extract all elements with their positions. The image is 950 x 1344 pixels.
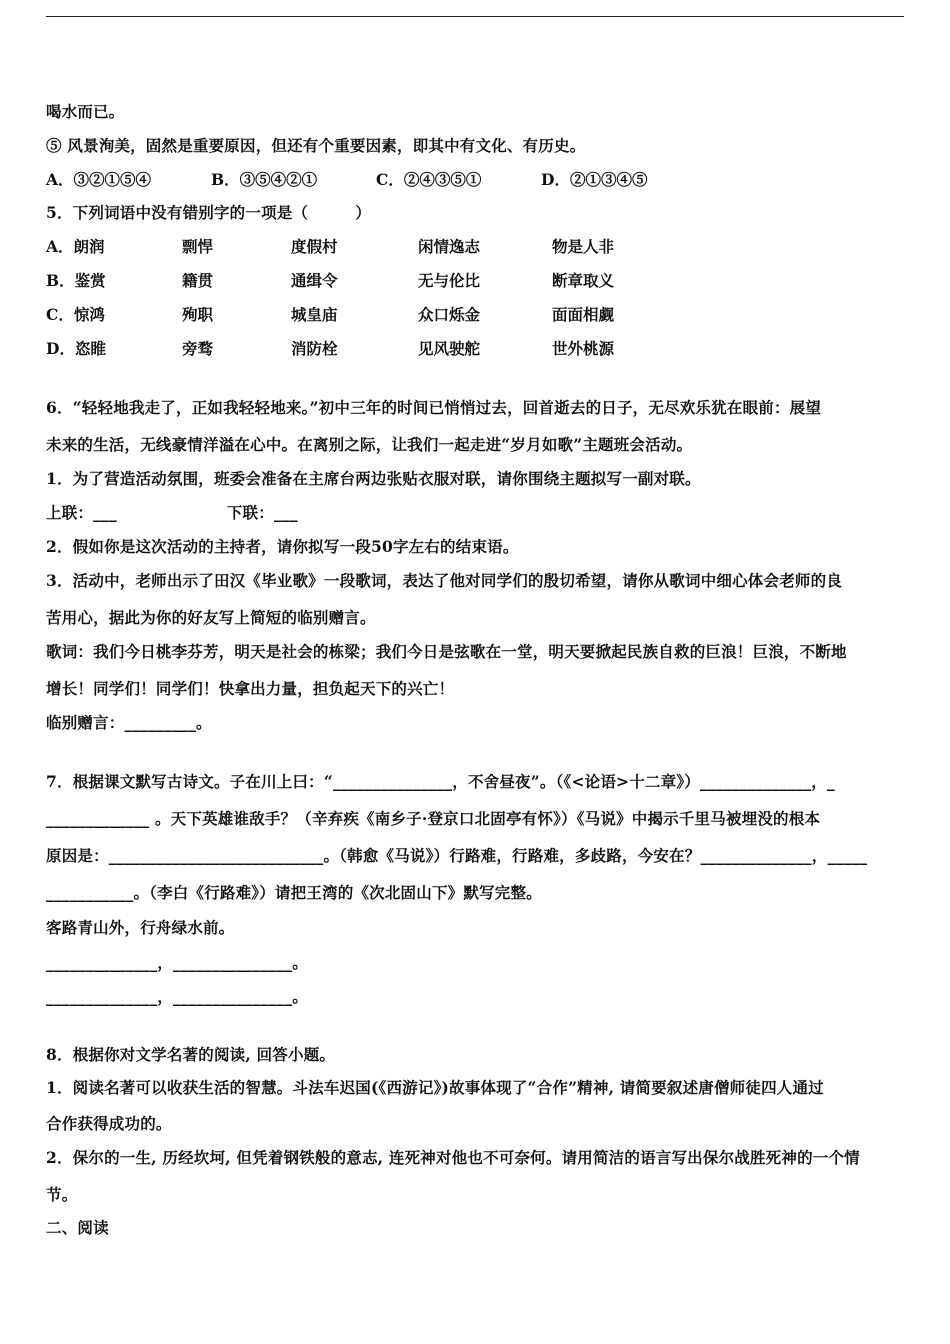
q7-line: ___________。（李白《行路难》）请把王湾的《次北固山下》默写完整。 [46, 883, 542, 902]
q5-word: 消防栓 [291, 339, 338, 358]
q5-stem: 5．下列词语中没有错别字的一项是（ ） [46, 203, 371, 222]
q4-option-b: B．③⑤④②① [211, 170, 318, 189]
q7-line: _____________ 。天下英雄谁敌手？（辛弃疾《南乡子·登京口北固亭有怀》）《马说》中揭示千里马被埋没的根本 [46, 809, 821, 828]
q5-word: 籍贯 [182, 271, 214, 290]
q5-word: 度假村 [291, 237, 338, 256]
q5-word: 通缉令 [291, 271, 338, 290]
q6-line: 2．假如你是这次活动的主持者，请你拟写一段50字左右的结束语。 [46, 537, 519, 556]
q5-word: 见风驶舵 [418, 339, 481, 358]
q6-line: 3．活动中，老师出示了田汉《毕业歌》一段歌词，表达了他对同学们的殷切希望，请你从歌词中细心体会老师的良 [46, 571, 842, 590]
q6-lyrics-line: 歌词：我们今日桃李芬芳，明天是社会的栋梁；我们今日是弦歌在一堂，明天要掀起民族自救的巨浪！巨浪，不断地 [46, 642, 847, 661]
q5-word: 城皇庙 [291, 305, 338, 324]
q5-word: 世外桃源 [552, 339, 615, 358]
q5-word: 旁骛 [182, 339, 214, 358]
q6-line: 苦用心，据此为你的好友写上简短的临别赠言。 [46, 608, 376, 627]
q4-text-line: 喝水而已。 [46, 102, 125, 121]
header-rule [46, 16, 904, 17]
q4-option-c: C．②④③⑤① [376, 170, 482, 189]
q8-stem: 8．根据你对文学名著的阅读, 回答小题。 [46, 1045, 336, 1064]
q5-word: 面面相觑 [552, 305, 615, 324]
q4-option-d: D．②①③④⑤ [541, 170, 648, 189]
q5-option-label: B．鉴赏 [46, 271, 106, 290]
q5-word: 殉职 [182, 305, 214, 324]
q8-line: 合作获得成功的。 [46, 1114, 172, 1133]
q5-word: 物是人非 [552, 237, 615, 256]
q6-couplet-answer-line: 上联：___ 下联：___ [46, 503, 298, 522]
q5-option-label: C．惊鸿 [46, 305, 105, 324]
q5-word: 断章取义 [552, 271, 615, 290]
q6-lyrics-line: 增长！同学们！同学们！快拿出力量，担负起天下的兴亡！ [46, 679, 455, 698]
q6-line: 6．“轻轻地我走了，正如我轻轻地来。”初中三年的时间已悄悄过去，回首逝去的日子，无尽欢乐犹在眼前：展望 [46, 398, 822, 417]
q5-option-label: A．朗润 [46, 237, 105, 256]
q8-line: 2．保尔的一生, 历经坎坷, 但凭着钢铁般的意志, 连死神对他也不可奈何。请用简洁的语言写出保尔战胜死神的一个情 [46, 1148, 860, 1167]
q7-line: 原因是：___________________________。（韩愈《马说》）行路难，行路难，多歧路，今安在？______________，_____ [46, 846, 868, 865]
q6-farewell-answer-line: 临别赠言：_________。 [46, 713, 212, 732]
q7-blank-line: ______________，_______________。 [46, 953, 308, 972]
q8-line: 1．阅读名著可以收获生活的智慧。斗法车迟国(《西游记》)故事体现了“合作”精神, 请简要叙述唐僧师徒四人通过 [46, 1078, 824, 1097]
section-heading: 二、阅读 [46, 1218, 109, 1237]
q5-word: 众口烁金 [418, 305, 481, 324]
q5-word: 闲情逸志 [418, 237, 481, 256]
q5-option-label: D．恣睢 [46, 339, 106, 358]
q8-line: 节。 [46, 1185, 78, 1204]
q5-option-row-a [46, 237, 906, 257]
q5-word: 无与伦比 [418, 271, 481, 290]
q6-line: 未来的生活，无线豪情洋溢在心中。在离别之际，让我们一起走进“岁月如歌”主题班会活动。 [46, 435, 693, 454]
q7-line: 7．根据课文默写古诗文。子在川上曰：“_______________，不舍昼夜”。（《<论语>十二章》）______________，_ [46, 772, 835, 791]
q4-option-a: A．③②①⑤④ [46, 170, 152, 189]
q6-line: 1．为了营造活动氛围，班委会准备在主席台两边张贴衣服对联，请你围绕主题拟写一副对联。 [46, 469, 701, 488]
q5-option-row-d [46, 339, 906, 359]
q4-options-row [46, 170, 906, 190]
q5-option-row-b [46, 271, 906, 291]
q5-option-row-c [46, 305, 906, 325]
q4-sentence-5: ⑤ 风景洵美，固然是重要原因，但还有个重要因素，即其中有文化、有历史。 [46, 136, 586, 155]
q7-blank-line: ______________，_______________。 [46, 987, 308, 1006]
q7-poem-line: 客路青山外，行舟绿水前。 [46, 918, 235, 937]
q5-word: 剽悍 [182, 237, 214, 256]
